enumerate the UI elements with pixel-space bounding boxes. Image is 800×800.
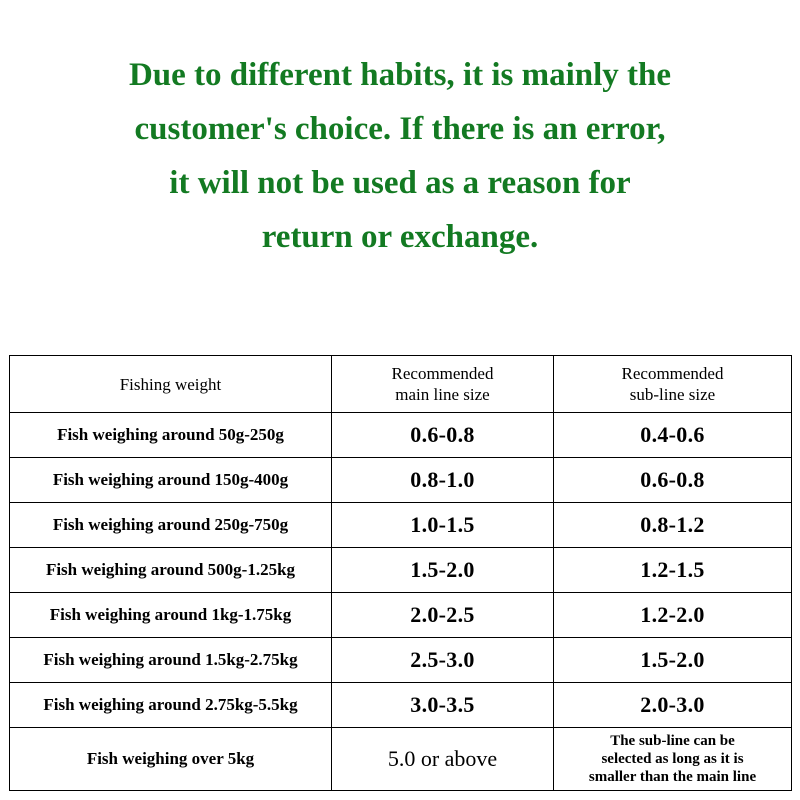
- cell-weight: Fish weighing around 150g-400g: [10, 458, 332, 503]
- cell-main-line: 1.5-2.0: [332, 548, 554, 593]
- cell-weight: Fish weighing around 50g-250g: [10, 413, 332, 458]
- table-header-row: [10, 356, 792, 413]
- column-header-main-line-line2: main line size: [395, 385, 490, 404]
- cell-sub-line: 1.2-1.5: [554, 548, 792, 593]
- cell-main-line: 5.0 or above: [332, 728, 554, 791]
- table-row: [10, 458, 792, 503]
- cell-weight: Fish weighing around 250g-750g: [10, 503, 332, 548]
- cell-main-line: 2.0-2.5: [332, 593, 554, 638]
- table-row: [10, 683, 792, 728]
- cell-sub-line: 2.0-3.0: [554, 683, 792, 728]
- cell-main-line: 1.0-1.5: [332, 503, 554, 548]
- headline-line-4: return or exchange.: [261, 219, 539, 255]
- column-header-main-line-line1: Recommended: [391, 364, 494, 383]
- headline-line-3: it will not be used as a reason for: [169, 165, 631, 201]
- cell-main-line: 0.6-0.8: [332, 413, 554, 458]
- line-size-table: [9, 355, 792, 791]
- column-header-fishing-weight: Fishing weight: [10, 356, 332, 413]
- cell-sub-line: [554, 728, 792, 791]
- cell-weight: Fish weighing around 1.5kg-2.75kg: [10, 638, 332, 683]
- cell-sub-line-line1: The sub-line can be: [610, 733, 735, 749]
- table-row: [10, 503, 792, 548]
- table-row: [10, 548, 792, 593]
- cell-sub-line: 1.2-2.0: [554, 593, 792, 638]
- column-header-main-line: [332, 356, 554, 413]
- table-row-last: [10, 728, 792, 791]
- cell-weight: Fish weighing around 500g-1.25kg: [10, 548, 332, 593]
- headline: [0, 0, 800, 264]
- column-header-sub-line-line2: sub-line size: [629, 385, 716, 404]
- headline-line-2: customer's choice. If there is an error,: [134, 111, 666, 147]
- cell-weight: Fish weighing around 2.75kg-5.5kg: [10, 683, 332, 728]
- column-header-sub-line-line1: Recommended: [621, 364, 724, 383]
- line-size-table-wrapper: [9, 355, 791, 791]
- table-row: [10, 593, 792, 638]
- cell-main-line: 2.5-3.0: [332, 638, 554, 683]
- cell-sub-line-line3: smaller than the main line: [588, 769, 757, 785]
- cell-sub-line: 0.4-0.6: [554, 413, 792, 458]
- table-row: [10, 638, 792, 683]
- column-header-sub-line: [554, 356, 792, 413]
- cell-main-line: 3.0-3.5: [332, 683, 554, 728]
- cell-sub-line: 1.5-2.0: [554, 638, 792, 683]
- cell-sub-line: 0.6-0.8: [554, 458, 792, 503]
- cell-main-line: 0.8-1.0: [332, 458, 554, 503]
- cell-weight: Fish weighing around 1kg-1.75kg: [10, 593, 332, 638]
- cell-weight: Fish weighing over 5kg: [10, 728, 332, 791]
- cell-sub-line-line2: selected as long as it is: [601, 751, 744, 767]
- table-row: [10, 413, 792, 458]
- headline-line-1: Due to different habits, it is mainly the: [128, 57, 672, 93]
- cell-sub-line: 0.8-1.2: [554, 503, 792, 548]
